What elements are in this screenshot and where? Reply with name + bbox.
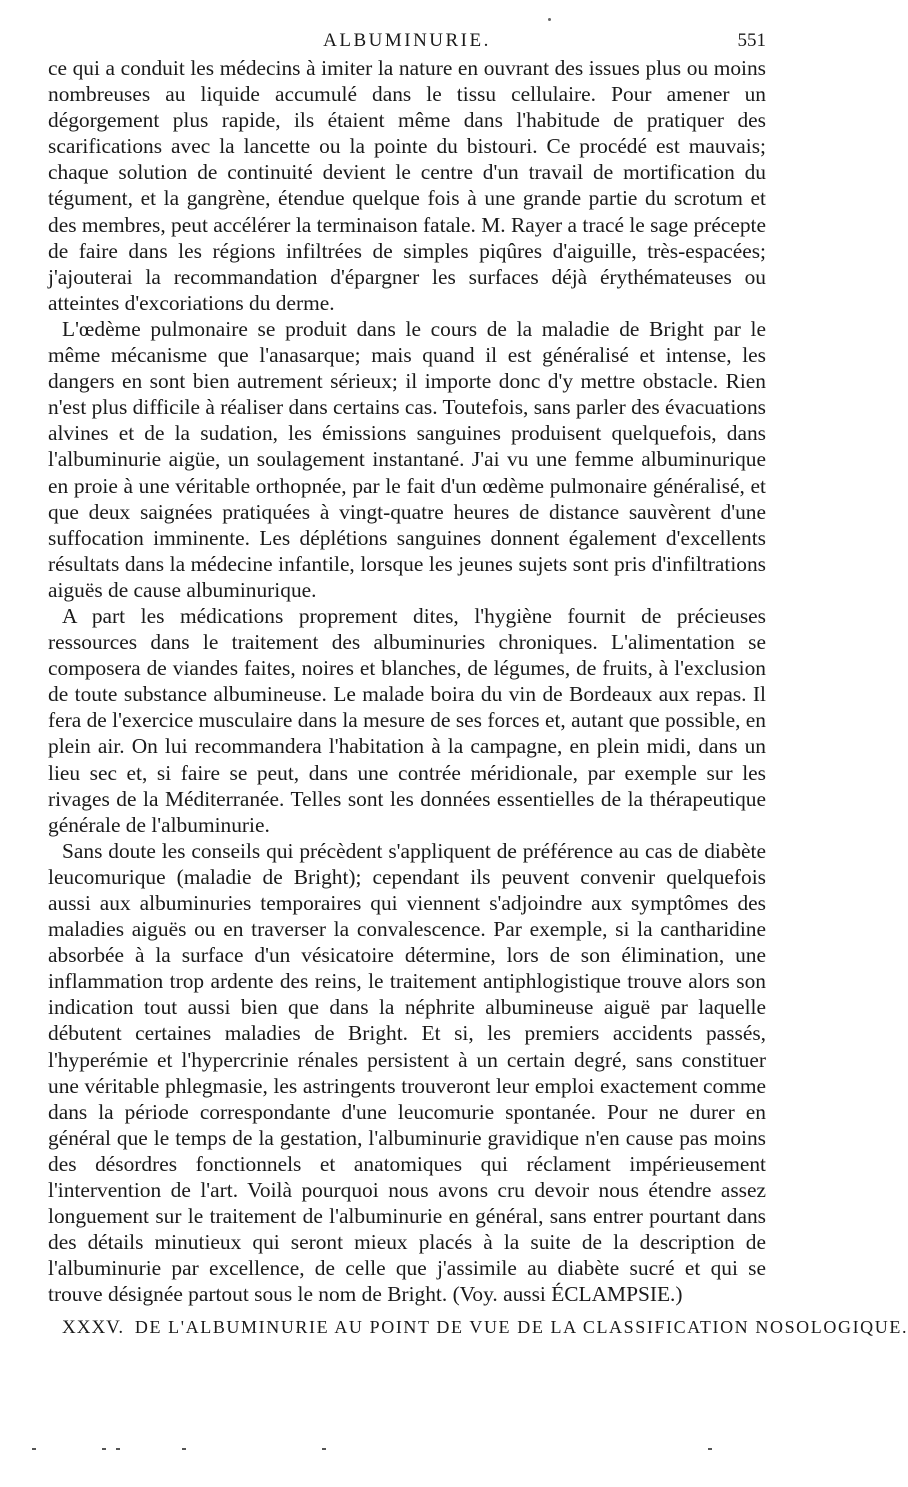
running-head [48,30,766,52]
paragraph-continuation: ce qui a conduit les médecins à imiter la nature en ouvrant des issues plus ou moins nombreuses au liquide accumulé dans le tissu cellulaire. Pour amener un dégorgement plus rapide, ils étaient même dans l'habitude de pratiquer des scarifications avec la lancette ou la pointe du bistouri. Ce procédé est mauvais; chaque solution de continuité devient le centre d'un travail de mortification du tégument, et la gangrène, étendue quelque fois à une grande partie du scrotum et des membres, peut accélérer la terminaison fatale. M. Rayer a tracé le sage précepte de faire dans les régions infiltrées de simples piqûres d'aiguille, très-espacées; j'ajouterai la recommandation d'épargner les surfaces déjà érythémateuses ou atteintes d'excoriations du derme. [48,56,766,315]
edge-mark [708,1448,712,1450]
section-title: DE L'ALBUMINURIE AU POINT DE VUE DE LA CLASSIFICATION NOSOLOGIQUE. [134,1316,908,1337]
edge-mark [182,1448,186,1450]
page-number: 551 [737,30,766,51]
edge-mark [116,1448,120,1450]
section-heading [62,1314,908,1342]
bottom-edge-marks [32,1448,772,1458]
paragraph-temporary-albuminuria: Sans doute les conseils qui précèdent s'appliquent de préférence au cas de diabète leucomurique (maladie de Bright); cependant ils peuvent convenir quelquefois aussi aux albuminuries temporaires qui viennent s'adjoindre aux symptômes des maladies aiguës ou en traverser la convalescence. Par exemple, si la cantharidine absorbée à la surface d'un vésicatoire détermine, lors de son élimination, une inflammation trop ardente des reins, le traitement antiphlogistique trouve alors son indication tout aussi bien que dans la néphrite albumineuse aiguë par laquelle débutent certaines maladies de Bright. Et si, les premiers accidents passés, l'hyperémie et l'hypercrinie rénales persistent à un certain degré, sans constituer une véritable phlegmasie, les astringents trouveront leur emploi exactement comme dans la période correspondante d'une leucomurie spontanée. Pour ne durer en général que le temps de la gestation, l'albuminurie gravidique n'en cause pas moins des désordres fonctionnels et anatomiques qui réclament impérieusement l'intervention de l'art. Voilà pourquoi nous avons cru devoir nous étendre assez longuement sur le traitement de l'albuminurie en général, sans entrer pourtant dans des détails minutieux qui seront mieux placés à la suite de la description de l'albuminurie par excellence, de celle que j'assimile au diabète sucré et qui se trouve désignée partout sous le nom de Bright. (Voy. aussi ÉCLAMPSIE.) [48,838,766,1307]
paragraph-pulmonary-edema: L'œdème pulmonaire se produit dans le cours de la maladie de Bright par le même mécanisme que l'anasarque; mais quand il est généralisé et intense, les dangers en sont bien autrement sérieux; il importe donc d'y mettre obstacle. Rien n'est plus difficile à réaliser dans certains cas. Toutefois, sans parler des évacuations alvines et de la sudation, les émissions sanguines produisent quelquefois, dans l'albuminurie aigüe, un soulagement instantané. J'ai vu une femme albuminurique en proie à une véritable orthopnée, par le fait d'un œdème pulmonaire généralisé, et que deux saignées pratiquées à vingt-quatre heures de distance sauvèrent d'une suffocation imminente. Les déplétions sanguines donnent également d'excellents résultats dans la médecine infantile, lorsque les jeunes sujets sont pris d'infiltrations aiguës de cause albuminurique. [48,316,766,602]
paragraph-hygiene: A part les médications proprement dites, l'hygiène fournit de précieuses ressources dans le traitement des albuminuries chroniques. L'alimentation se composera de viandes faites, noires et blanches, de légumes, de fruits, à l'exclusion de toute substance albumineuse. Le malade boira du vin de Bordeaux aux repas. Il fera de l'exercice musculaire dans la mesure de ses forces et, autant que possible, en plein air. On lui recommandera l'habitation à la campagne, en plein midi, dans un lieu sec et, si faire se peut, dans une contrée méridionale, par exemple sur les rivages de la Méditerranée. Telles sont les données essentielles de la thérapeutique générale de l'albuminurie. [48,603,766,837]
edge-mark [322,1448,326,1450]
section-number: XXXV. [62,1316,125,1338]
body-text [48,55,908,1342]
edge-mark [32,1448,36,1450]
running-title: ALBUMINURIE. [323,30,491,51]
edge-mark [102,1448,106,1450]
print-speck [548,18,551,21]
